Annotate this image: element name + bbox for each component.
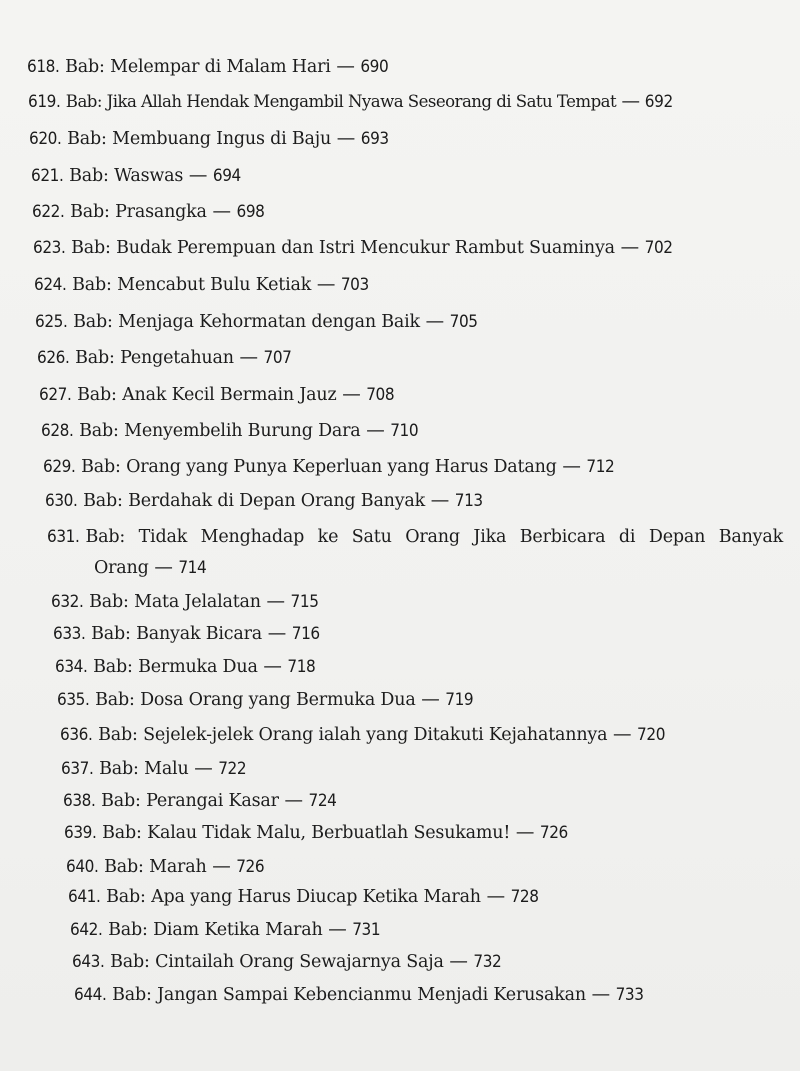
entry-title: Bab: Mata Jelalatan <box>89 592 261 612</box>
entry-title: Bab: Cintailah Orang Sewajarnya Saja <box>110 952 444 972</box>
entry-page-number: 716 <box>291 624 320 644</box>
entry-page-number: 713 <box>454 491 483 511</box>
entry-number: 619. <box>28 92 61 112</box>
entry-number: 635. <box>57 690 90 710</box>
entry-title: Bab: Menjaga Kehormatan dengan Baik <box>73 312 420 332</box>
entry-number: 631. <box>47 527 80 547</box>
entry-separator: — <box>591 984 610 1005</box>
entry-page-number: 693 <box>360 129 389 149</box>
entry-title: Bab: Membuang Ingus di Baju <box>67 129 332 149</box>
entry-separator: — <box>613 724 632 745</box>
entry-separator: — <box>188 165 208 186</box>
entry-page-number: 698 <box>236 202 265 222</box>
entry-title: Bab: Pengetahuan <box>75 348 234 368</box>
entry-number: 640. <box>66 857 99 877</box>
entry-separator: — <box>486 886 505 907</box>
entry-title: Bab: Banyak Bicara <box>91 624 263 644</box>
entry-page-number: 707 <box>263 348 292 368</box>
entry-page-number: 732 <box>473 952 502 972</box>
entry-page-number: 714 <box>178 558 207 578</box>
toc-entry <box>61 757 246 781</box>
entry-title: Bab: Waswas <box>69 166 184 186</box>
entry-number: 618. <box>27 57 60 77</box>
entry-number: 643. <box>72 952 105 972</box>
entry-title: Bab: Perangai Kasar <box>101 791 279 811</box>
entry-separator: — <box>266 591 285 612</box>
entry-separator: — <box>421 689 440 710</box>
entry-separator: — <box>194 758 213 779</box>
entry-title: Bab: Jangan Sampai Kebencianmu Menjadi Kerusakan <box>112 985 586 1005</box>
entry-separator: — <box>336 128 356 149</box>
entry-number: 629. <box>43 457 76 477</box>
toc-entry <box>27 55 388 79</box>
entry-number: 634. <box>55 657 88 677</box>
toc-entry <box>37 346 291 370</box>
entry-number: 622. <box>32 202 65 222</box>
entry-page-number: 705 <box>449 312 478 332</box>
entry-separator: — <box>212 201 231 222</box>
entry-page-number: 731 <box>352 920 381 940</box>
entry-title: Bab: Bermuka Dua <box>93 657 258 677</box>
entry-number: 639. <box>64 823 97 843</box>
entry-page-number: 702 <box>644 238 673 258</box>
entry-title: Bab: Jika Allah Hendak Mengambil Nyawa Seseorang di Satu Tempat <box>65 92 617 111</box>
toc-entry <box>57 688 473 712</box>
toc-entry <box>53 622 320 646</box>
entry-number: 642. <box>70 920 103 940</box>
entry-title: Bab: Sejelek-jelek Orang ialah yang Ditakuti Kejahatannya <box>98 725 608 745</box>
entry-separator: — <box>342 384 361 405</box>
entry-separator: — <box>621 91 640 112</box>
entry-separator: — <box>620 237 639 258</box>
entry-number: 620. <box>29 129 62 149</box>
entry-separator: — <box>154 557 173 578</box>
entry-number: 625. <box>35 312 68 332</box>
entry-title: Bab: Malu <box>99 759 189 779</box>
toc-entry <box>74 983 644 1007</box>
entry-separator: — <box>212 856 231 877</box>
entry-page-number: 708 <box>366 385 395 405</box>
entry-title: Bab: Mencabut Bulu Ketiak <box>72 275 312 295</box>
entry-number: 644. <box>74 985 107 1005</box>
toc-entry <box>51 590 319 614</box>
entry-page-number: 710 <box>390 421 419 441</box>
entry-number: 637. <box>61 759 94 779</box>
entry-page-number: 728 <box>510 887 539 907</box>
entry-page-number: 733 <box>615 985 644 1005</box>
entry-title-line-1: Bab: Tidak Menghadap ke Satu Orang Jika Berbicara di Depan Banyak <box>85 527 783 547</box>
entry-separator: — <box>449 951 468 972</box>
entry-number: 628. <box>41 421 74 441</box>
entry-page-number: 694 <box>212 166 241 186</box>
toc-entry <box>43 455 614 479</box>
toc-entry <box>63 789 336 813</box>
entry-title: Bab: Menyembelih Burung Dara <box>79 421 361 441</box>
entry-separator: — <box>263 656 282 677</box>
entry-number: 626. <box>37 348 70 368</box>
toc-entry <box>34 273 369 297</box>
entry-page-number: 720 <box>637 725 666 745</box>
entry-title: Bab: Orang yang Punya Keperluan yang Harus Datang <box>81 457 557 477</box>
toc-entry <box>68 885 539 909</box>
toc-entry <box>33 236 673 260</box>
entry-page-number: 703 <box>340 275 369 295</box>
entry-number: 638. <box>63 791 96 811</box>
entry-number: 630. <box>45 491 78 511</box>
toc-entry <box>41 419 418 443</box>
toc-entry <box>64 821 568 845</box>
toc-entry <box>70 918 380 942</box>
entry-page-number: 726 <box>539 823 568 843</box>
toc-entry <box>35 310 478 334</box>
toc-entry <box>29 127 389 151</box>
entry-title: Bab: Dosa Orang yang Bermuka Dua <box>95 690 416 710</box>
entry-separator: — <box>336 56 355 77</box>
entry-separator: — <box>430 490 450 511</box>
toc-entry <box>28 90 673 114</box>
entry-separator: — <box>267 623 287 644</box>
toc-entry <box>66 855 264 879</box>
toc-entry <box>45 489 483 513</box>
entry-page-number: 692 <box>644 92 673 112</box>
entry-title: Bab: Berdahak di Depan Orang Banyak <box>83 491 426 511</box>
entry-page-number: 724 <box>308 791 337 811</box>
entry-number: 641. <box>68 887 101 907</box>
entry-separator: — <box>515 822 535 843</box>
entry-number: 636. <box>60 725 93 745</box>
toc-entry-line-1 <box>47 525 783 549</box>
entry-separator: — <box>562 456 581 477</box>
entry-page-number: 715 <box>290 592 319 612</box>
entry-number: 627. <box>39 385 72 405</box>
entry-separator: — <box>284 790 303 811</box>
entry-page-number: 718 <box>287 657 316 677</box>
entry-page-number: 726 <box>236 857 265 877</box>
entry-page-number: 690 <box>360 57 389 77</box>
entry-title: Bab: Diam Ketika Marah <box>108 920 323 940</box>
toc-entry <box>32 200 264 224</box>
entry-number: 632. <box>51 592 84 612</box>
entry-title: Bab: Prasangka <box>70 202 207 222</box>
entry-page-number: 712 <box>586 457 615 477</box>
toc-entry <box>55 655 315 679</box>
toc-entry <box>72 950 501 974</box>
entry-title: Bab: Marah <box>104 857 207 877</box>
toc-entry <box>39 383 394 407</box>
entry-separator: — <box>366 420 385 441</box>
entry-page-number: 722 <box>218 759 247 779</box>
entry-number: 621. <box>31 166 64 186</box>
toc-entry-line-2 <box>94 556 206 580</box>
entry-separator: — <box>425 311 444 332</box>
entry-number: 633. <box>53 624 86 644</box>
entry-title: Bab: Melempar di Malam Hari <box>65 57 331 77</box>
entry-page-number: 719 <box>445 690 474 710</box>
entry-number: 623. <box>33 238 66 258</box>
entry-separator: — <box>239 347 258 368</box>
entry-title: Bab: Apa yang Harus Diucap Ketika Marah <box>106 887 481 907</box>
entry-separator: — <box>328 919 347 940</box>
entry-title: Bab: Kalau Tidak Malu, Berbuatlah Sesukamu! <box>102 823 511 843</box>
entry-title: Bab: Anak Kecil Bermain Jauz <box>77 385 337 405</box>
entry-title-line-2: Orang <box>94 558 149 578</box>
toc-entry <box>31 164 241 188</box>
entry-title: Bab: Budak Perempuan dan Istri Mencukur Rambut Suaminya <box>71 238 615 258</box>
entry-separator: — <box>316 274 336 295</box>
entry-number: 624. <box>34 275 67 295</box>
toc-entry <box>60 723 665 747</box>
